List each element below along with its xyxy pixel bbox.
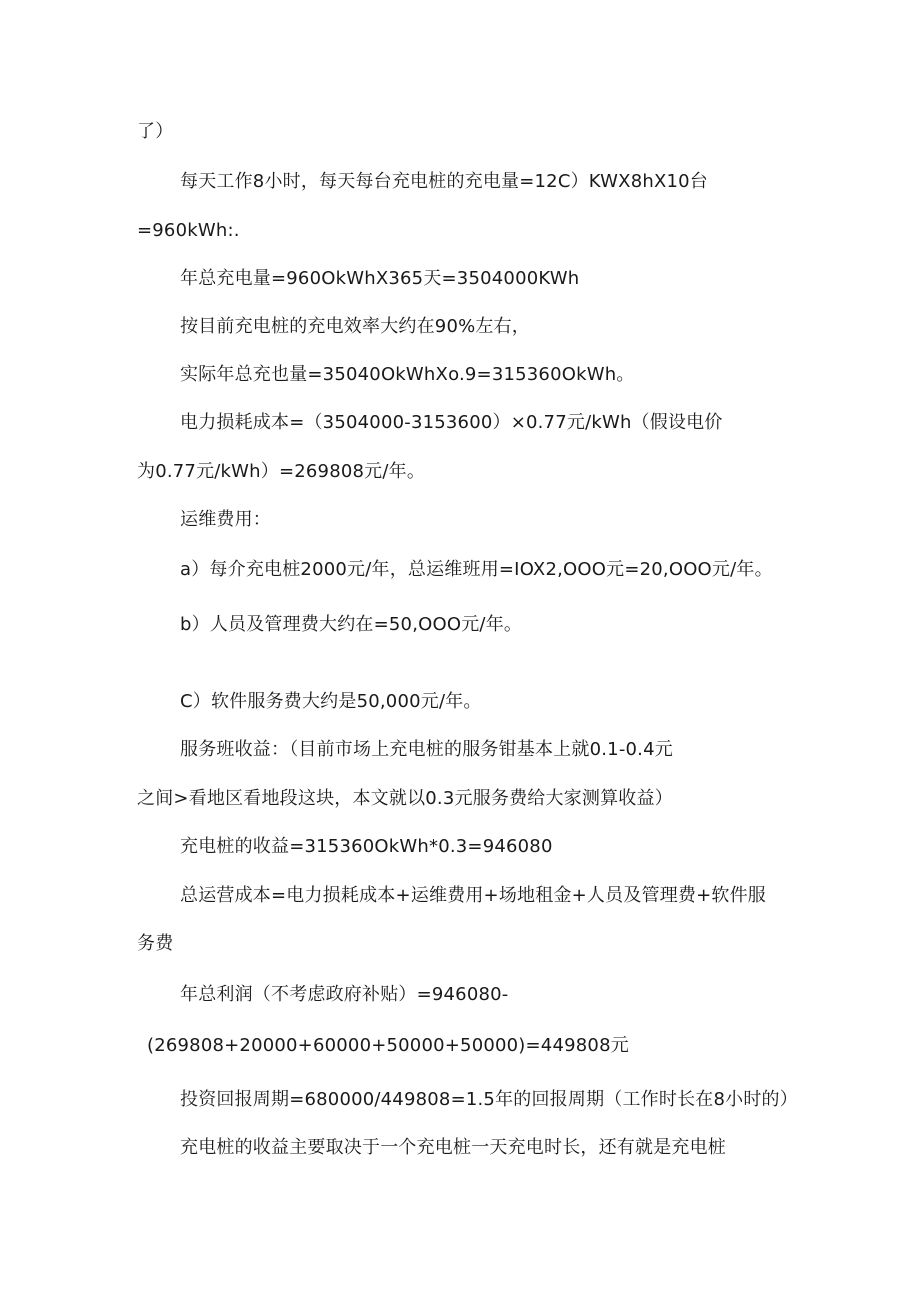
text-line: 年总利润（不考虑政府补贴）=946080-: [180, 984, 509, 1005]
text-line: C）软件服务费大约是50,000元/年。: [180, 691, 482, 712]
text-line: 按目前充电桩的充电效率大约在90%左右，: [180, 316, 531, 337]
text-line: 总运营成本=电力损耗成本+运维费用+场地租金+人员及管理费+软件服: [180, 885, 767, 906]
text-line: 充电桩的收益=315360OkWh*0.3=946080: [180, 836, 553, 857]
text-line: =960kWh:.: [137, 220, 240, 241]
text-line: 之间>看地区看地段这块，本文就以0.3元服务费给大家测算收益）: [137, 788, 673, 809]
text-line: 运维费用：: [180, 509, 271, 530]
text-line: 务费: [137, 933, 174, 954]
text-line: 每天工作8小时，每天每台充电桩的充电量=12C）KWX8hX10台: [180, 171, 708, 192]
text-line: 投资回报周期=680000/449808=1.5年的回报周期（工作时长在8小时的）: [180, 1089, 798, 1110]
text-line: 充电桩的收益主要取决于一个充电桩一天充电时长，还有就是充电桩: [180, 1137, 726, 1158]
text-line: 服务班收益：（目前市场上充电桩的服务钳基本上就0.1-0.4元: [180, 739, 673, 760]
text-line: 年总充电量=960OkWhX365天=3504000KWh: [180, 268, 580, 289]
text-line: (269808+20000+60000+50000+50000)=449808元: [147, 1035, 629, 1056]
text-line: 电力损耗成本=（3504000-3153600）×0.77元/kWh（假设电价: [180, 412, 723, 433]
text-line: a）每介充电桩2000元/年，总运维班用=IOX2,OOO元=20,OOO元/年。: [180, 559, 773, 580]
text-line: b）人员及管理费大约在=50,OOO元/年。: [180, 614, 523, 635]
text-line: 了）: [137, 121, 174, 142]
text-line: 实际年总充也量=35040OkWhXo.9=315360OkWh。: [180, 364, 635, 385]
text-line: 为0.77元/kWh）=269808元/年。: [137, 461, 426, 482]
